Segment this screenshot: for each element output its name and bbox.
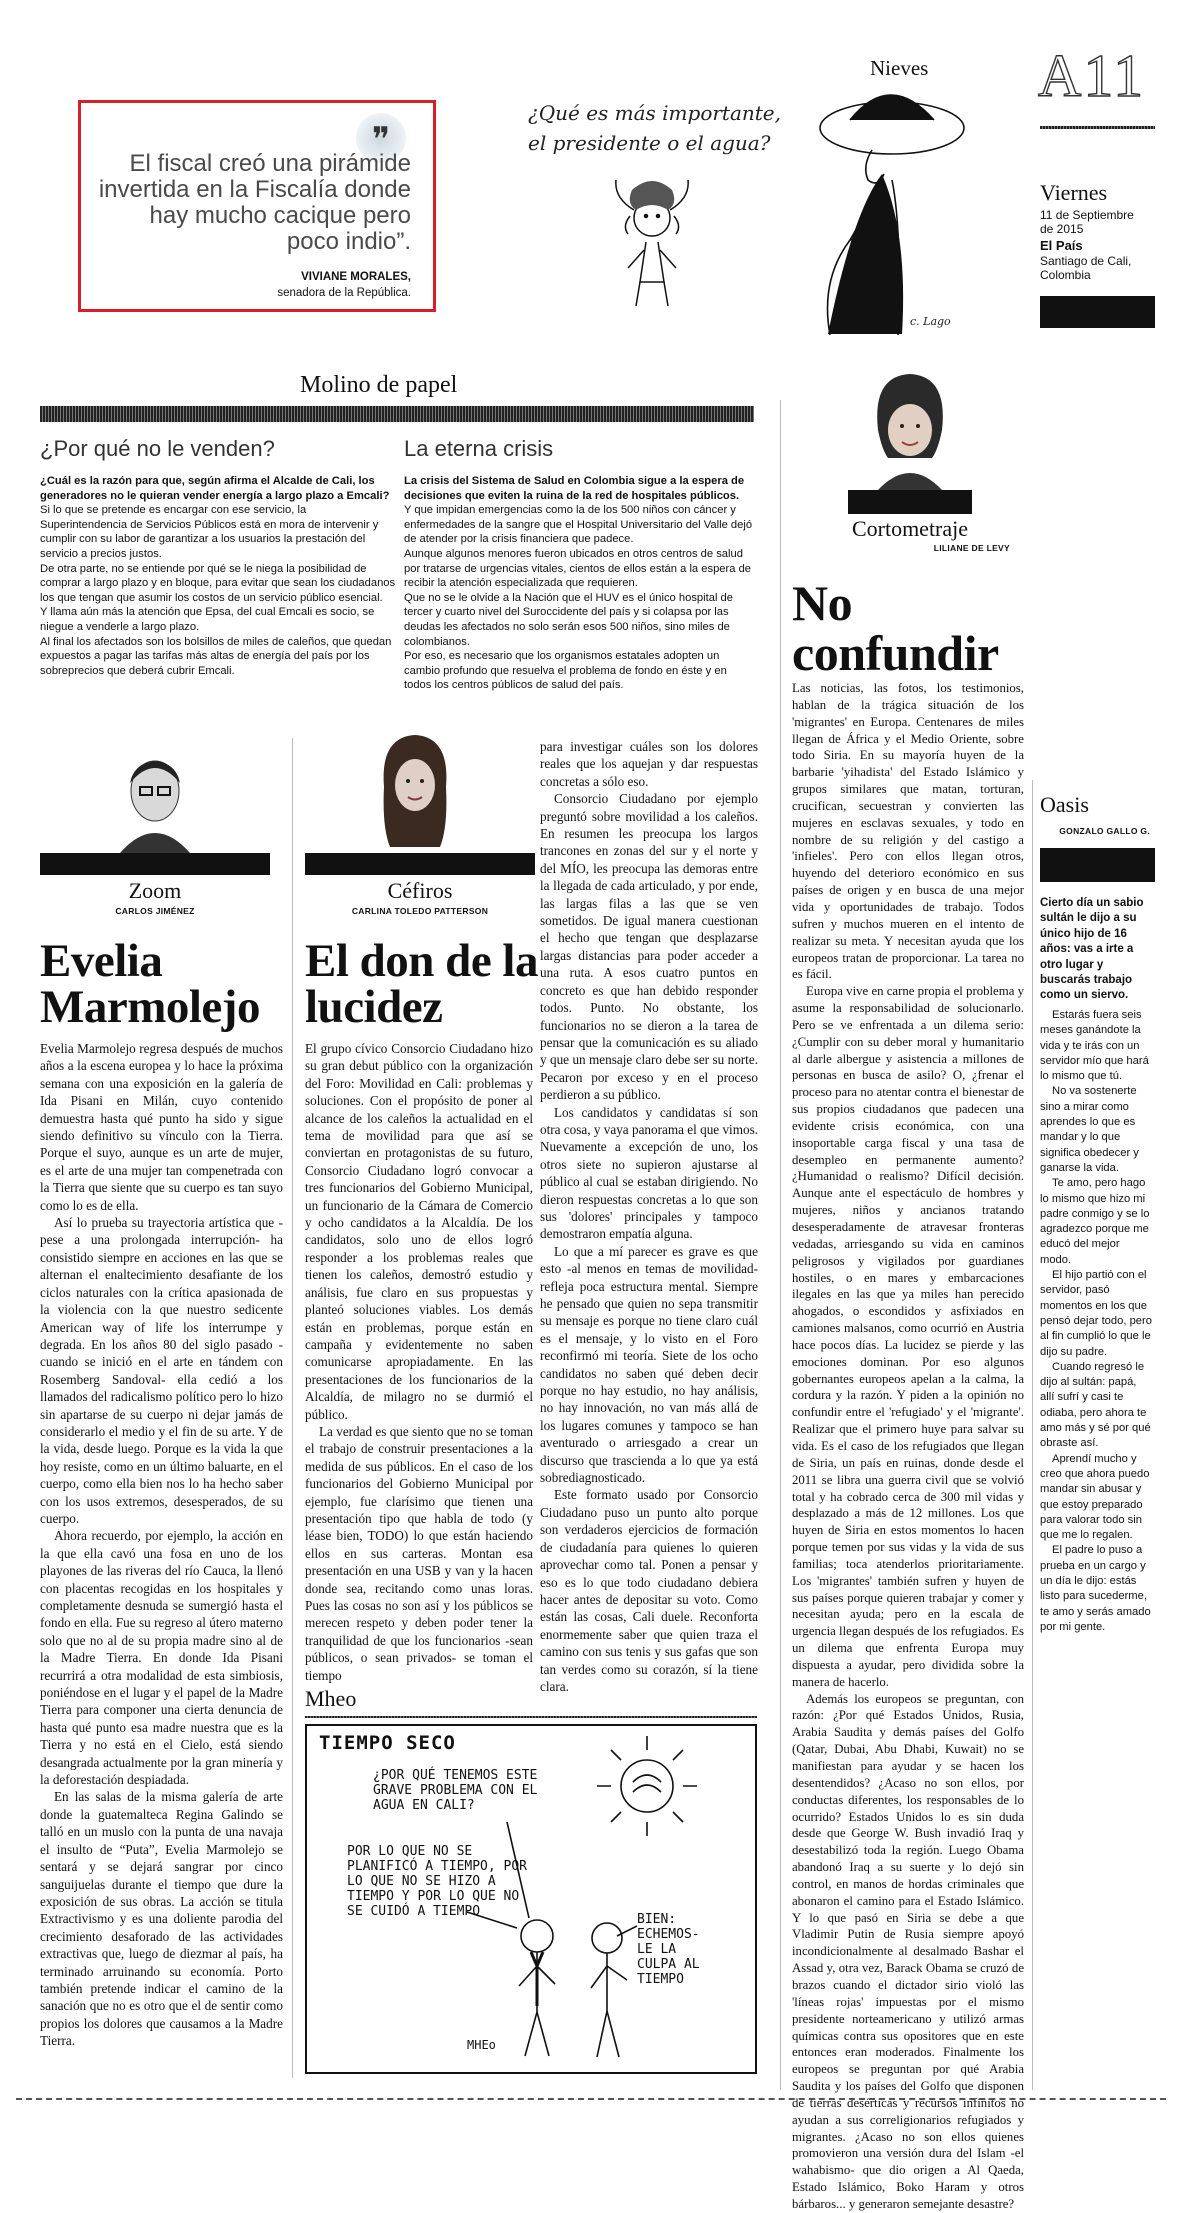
cefiros-p4: Consorcio Ciudadano por ejemplo preguntó sobre movilidad a los caleños. En resumen les preocupa los largos trancones en zonas del sur y el norte y del MÍO, les preocupa las demoras entre la llegada de cada articulado, y por ende, las largas filas a las que se ven sometidos. De igual manera cuestionan el hecho que tengan que desplazarse largas distancias para poder acceder a una ruta. A esos cuatro puntos en concreto es que han debido responder todos. Punto. No obstante, los funcionarios no se dieron a la tarea de pensar que la comunicación es su aliado y que un mensaje claro debe ser su norte. Pecaron por exceso y en el proceso perdieron a su público. xyxy=(540,791,758,1103)
quote-author: VIVIANE MORALES, xyxy=(301,271,411,283)
oasis-p1: Estarás fuera seis meses ganándote la vida y te irás con un servidor mío que hará lo mismo que tú. xyxy=(1040,1009,1149,1083)
molino-left-p3: Y llama aún más la atención que Epsa, del cual Emcali es socio, se niegue a venderle a largo plazo. xyxy=(40,606,375,633)
molino-left-p4: Al final los afectados son los bolsillos de miles de caleños, que quedan expuestos a pagar las tarifas más altas de energía del país por los sobreprecios que deberá cubrir Emcali. xyxy=(40,635,392,677)
divider-3 xyxy=(1032,780,1033,2090)
divider-1 xyxy=(292,738,293,2078)
oasis-p6: Aprendí mucho y creo que ahora puedo mandar sin abusar y que estoy preparado para valorar todo sin que me lo regalen. xyxy=(1040,1452,1150,1542)
molino-left-lead: ¿Cuál es la razón para que, según afirma el Alcalde de Cali, los generadores no le quieran vender energía a largo plazo a Emcali? xyxy=(40,475,390,502)
molino-right-p1: Y que impidan emergencias como la de los 500 niños con cáncer y enfermedades de la sangre que el Hospital Universitario del Valle dejó de atender por la crisis financiera que padece. xyxy=(404,504,753,546)
quote-text: El fiscal creó una pirámide invertida en la Fiscalía donde hay mucho cacique pero poco indio”. xyxy=(98,150,411,255)
mheo-title: Mheo xyxy=(305,1686,357,1711)
date: 11 de Septiembre de 2015 xyxy=(1040,208,1134,236)
quote-box xyxy=(78,100,436,312)
mheo-drawing xyxy=(307,1726,755,2072)
cefiros-p6: Lo que a mí parecer es grave es que esto -al menos en temas de movilidad- refleja poca estructura mental. Siempre he pensado que quien no sepa transmitir su mensaje es porque no tiene claro cuál es el mensaje, y lo visto en el Foro reconfirmó mi teoría. Siete de los ocho candidatos no saben qué deben decir porque no hay estudio, no hay análisis, no hay innovación, no van más allá de los lugares comunes y tampoco se han aventurado o arriesgado a crear un discurso que trascienda a lo que ya está sobrediagnosticado. xyxy=(540,1243,758,1486)
cefiros-author: CARLINA TOLEDO PATTERSON xyxy=(351,906,489,916)
cortometraje-author-photo xyxy=(860,370,960,490)
oasis-author: GONZALO GALLO G. xyxy=(1059,826,1150,836)
molino-right-body xyxy=(404,474,756,693)
quote-mark-icon: ❞ xyxy=(356,113,406,163)
zoom-headline: Evelia Marmolejo xyxy=(40,935,260,1033)
cefiros-author-photo xyxy=(362,727,468,853)
mheo-bubble-blame: BIEN: ECHEMOS- LE LA CULPA AL TIEMPO xyxy=(637,1912,700,1987)
zoom-column-name: Zoom xyxy=(128,878,182,903)
cortometraje-author: LILIANE DE LEVY xyxy=(933,543,1010,553)
cefiros-photo-bar xyxy=(305,853,535,875)
mheo-cartoon-title: TIEMPO SECO xyxy=(319,1732,456,1754)
cefiros-headline: El don de la lucidez xyxy=(305,935,538,1033)
zoom-author: CARLOS JIMÉNEZ xyxy=(115,906,195,916)
city: Santiago de Cali, Colombia xyxy=(1040,254,1132,282)
cefiros-p7: Este formato usado por Consorcio Ciudadano puso un punto alto porque son verdaderos ejercicios de formación de ciudadanía para quienes lo quieren aprovechar como tal. Ponen a pensar y eso es lo que todo ciudadano debiera hacer antes de depositar su voto. Como están las cosas, Cali duele. Reconforta enormemente saber que quien traza el camino con sus tenis y sus gafas que son tan verdes como su corazón, sí la tiene clara. xyxy=(540,1487,758,1694)
molino-title: Molino de papel xyxy=(300,372,458,398)
molino-right-p2: Aunque algunos menores fueron ubicados en otros centros de salud por tratarse de urgencias vitales, cientos de ellos están a la espera de recibir la atención especializada que requieren. xyxy=(404,547,752,590)
molino-right-p3: Que no se le olvide a la Nación que el HUV es el único hospital de tercer y cuarto nivel del Suroccidente del país y si colapsa por las deudas les afectados no solo serán esos 500 niños, sino miles de colombianos. xyxy=(404,591,733,648)
oasis-p7: El padre lo puso a prueba en un cargo y un día le dijo: estás listo para sucederme, te amo y serás amado por mi gente. xyxy=(1040,1544,1151,1633)
cefiros-column-name: Céfiros xyxy=(387,878,453,903)
cortometraje-body xyxy=(792,680,1024,2213)
molino-left-p2: De otra parte, no se entiende por qué se le niega la posibilidad de comprar a largo plazo y en bloque, para evitar que sean los ciudadanos los que tengan que asumir los costos de un servicio público esencial. xyxy=(40,562,396,604)
cartoon-signature: c. Lago xyxy=(910,315,951,328)
oasis-column-name: Oasis xyxy=(1040,792,1089,817)
oasis-body xyxy=(1040,1008,1152,1635)
molino-bar xyxy=(40,406,754,422)
cartoon-drawing xyxy=(520,70,980,335)
masthead-rule xyxy=(1040,126,1155,129)
molino-right-heading: La eterna crisis xyxy=(404,436,554,461)
molino-left-heading: ¿Por qué no le venden? xyxy=(40,436,275,461)
quote-role: senadora de la República. xyxy=(277,287,411,299)
cefiros-p5: Los candidatos y candidatas sí son otra cosa, y vaya panorama el que vimos. Nuevamente a excepción de uno, los otros siete no supieron ajustarse al público al cual se estaban dirigiendo. No dieron respuestas concretas a lo que son sus 'dolores' principales y tampoco demostraron empatía alguna. xyxy=(540,1104,758,1242)
mheo-cartoon xyxy=(305,1724,757,2074)
cortometraje-column-name: Cortometraje xyxy=(851,516,969,541)
cefiros-p2: La verdad es que siento que no se toman el trabajo de construir presentaciones a la medida de sus públicos. En el caso de los funcionarios del Gobierno Municipal por ejemplo, fue clarísimo que tienen una presentación tipo que habla de todo (y léase bien, TODO) lo que están haciendo ellos en sus carteras. Montan esa presentación en una USB y van y la hacen donde sea, recitando como unas loras. Pues las cosas no son así y los públicos se merecen respeto y deben poder tener la tranquilidad de que los funcionarios -sean públicos, o sean privados- se toman el tiempo xyxy=(305,1423,533,1683)
oasis-p2: No va sostenerte sino a mirar como aprendes lo que es mandar y lo que significa obedecer y ganarse la vida. xyxy=(1040,1085,1139,1174)
paper-name: El País xyxy=(1040,238,1083,253)
mheo-signature: MHEo xyxy=(467,2038,496,2052)
molino-right-p4: Por eso, es necesario que los organismos estatales adopten un cambio profundo que resuelva el problema de fondo en éste y en todos los centros públicos de salud del país. xyxy=(404,650,727,692)
oasis-black-block xyxy=(1040,848,1155,882)
oasis-p3: Te amo, pero hago lo mismo que hizo mi padre conmigo y se lo agradezco porque me educó del mejor modo. xyxy=(1040,1177,1150,1266)
divider-2 xyxy=(780,400,781,2090)
oasis-p4: El hijo partió con el servidor, pasó momentos en los que pensó dejar todo, pero al fin cumplió lo que le dijo su padre. xyxy=(1040,1269,1152,1358)
cefiros-p1: El grupo cívico Consorcio Ciudadano hizo su gran debut público con la organización del Foro: Movilidad en Cali: problemas y soluciones. Con el propósito de poner al alcance de los caleños la actualidad en el tema de movilidad para que así se conviertan en protagonistas de su futuro, Consorcio Ciudadano logró convocar a tres funcionarios del Gobierno Municipal, un funcionario de la Cámara de Comercio y ocho candidatos a la Alcaldía. De los candidatos, solo uno de ellos logró responder a los problemas reales que tienen los caleños, demostró estudio y análisis, fue claro en sus propuestas y planteó soluciones viables. Los demás están en problemas, porque están en campaña y evidentemente no saben comunicarse apropiadamente. En las presentaciones de los funcionarios de la Alcaldía, de milagro no se durmió el público. xyxy=(305,1041,533,1422)
mheo-bubble-question: ¿POR QUÉ TENEMOS ESTE GRAVE PROBLEMA CON EL AGUA EN CALI? xyxy=(373,1768,538,1813)
cortometraje-p1: Las noticias, las fotos, los testimonios, hablan de la trágica situación de los 'migrantes' en Europa. Centenares de miles llegan de África y el Medio Oriente, sobre todo Siria. En su mayoría huyen de la barbarie 'yihadista' del Estado Islámico y grupos similares que matan, torturan, crucifican, secuestran y convierten las mujeres en esclavas sexuales, y todo en nombre de su religión y del castigo a 'infieles'. Pero con ellos llegan otros, huyendo del deterioro económico en sus países de origen y en busca de una mejor vida y oportunidades de trabajo. Todos sufren y muchos mueren en el intento de realizar su meta. Y necesitan ayuda que los europeos tratan de proporcionar. La tarea no es fácil. xyxy=(792,681,1024,982)
zoom-photo-bar xyxy=(40,853,270,875)
oasis-p5: Cuando regresó le dijo al sultán: papá, allí sufrí y casi te odiaba, pero ahora te amo más y sé por qué obraste así. xyxy=(1040,1360,1151,1450)
zoom-p2: Así lo prueba su trayectoria artística que -pese a una prolongada interrupción- ha consistido siempre en acciones en las que se alternan el enaltecimiento desafiante de los ciclos naturales con la crítica apasionada de la violencia con la que nuestro sedicente American way of life los interrumpe y degrada. En los años 80 del siglo pasado -cuando se inició en el arte en tándem con Rosemberg Sandoval- ella cedió a los llamados del radicalismo político pero lo hizo sin apartarse de su cuerpo ni dejar jamás de considerarlo el medio y el fin de su arte. Y de la vida, desde luego. Porque es la vida la que hoy resiste, como en un último baluarte, en el cuerpo, como ella bien nos lo ha hecho saber con los usos extremos, desesperados, de su cuerpo. xyxy=(40,1215,283,1526)
molino-left-body xyxy=(40,474,396,678)
cortometraje-headline: No confundir xyxy=(792,575,999,681)
molino-right-lead: La crisis del Sistema de Salud en Colombia sigue a la espera de decisiones que eviten la ruina de la red de hospitales públicos. xyxy=(404,475,745,502)
zoom-p3: Ahora recuerdo, por ejemplo, la acción en la que ella cavó una fosa en uno de los playones de las riveras del río Cauca, la llenó con placentas recogidas en los hospitales y completamente desnuda se sumergió hasta el fondo en ella. Fue su regreso al útero materno solo que no al de su propia madre sino al de la Madre Tierra. En donde Ida Pisani recurrirá a otra modalidad de esta simbiosis, poniéndose en el lugar y el papel de la Madre Tierra para componer una cierta denuncia de hasta qué punto esa madre nuestra que es la Tierra y no está en el Cielo, está siendo desangrada actualmente por la gran minería y la deforestación despiadada. xyxy=(40,1528,283,1788)
cefiros-body-b xyxy=(540,738,758,1695)
zoom-body xyxy=(40,1040,283,2050)
mheo-rule xyxy=(305,1716,757,1718)
zoom-author-photo xyxy=(100,745,210,853)
masthead-black-block xyxy=(1040,296,1155,328)
section-name: Nieves xyxy=(870,56,929,80)
weekday: Viernes xyxy=(1040,180,1108,205)
page-number: A11 xyxy=(1038,43,1146,109)
cortometraje-p2: Europa vive en carne propia el problema y asume la responsabilidad de solucionarlo. Pero se ve enfrentada a un dilema serio: ¿Cumplir con su deber moral y humanitario al darle albergue y asistencia a millones de personas en busca de asilo? O, ¿frenar el proceso para no atentar contra el bienestar de sus propios ciudadanos que padecen una evidente crisis económica, con una insoportable carga fiscal y una tasa de desempleo en permanente aumento? ¿Humanidad o realismo? Difícil decisión. Aunque ante el espectáculo de hombres y mujeres, niños y ancianos tratando desesperadamente de atravesar fronteras vedadas, arriesgando su vida en caminos peligrosos y vigilados por guardianes hostiles, o en mares y embarcaciones ilegales en las que ya miles han perecido ahogados, o escondidos y asfixiados en camiones malsanos, como ocurrió en Austria hace pocos días. La lucidez se pierde y las emociones dominan. Por eso algunos gobernantes europeos apelan a la calma, la cordura y la razón. Y piden a la opinión no confundir entre el 'refugiado' y el 'migrante'. Realizar que el primero huye para salvar su vida. Es el caso de los refugiados que llegan de Siria, un país en ruinas, donde desde el 2011 se libra una guerra civil que se volvió total y ha cobrado cerca de 300 mil vidas y desplazado a más de 12 millones. Los que huyen de Siria en estos momentos lo hacen porque temen por sus vidas y la vida de sus familias; toca atenderlos prioritariamente. Los 'migrantes' también sufren y huyen de sus países porque quieren trabajar y comer y necesitan ayuda; pero en la escala de urgencia llegan después de los refugiados. Es un dilema que enfrenta Europa muy dispuesta a ayudar, pero dividida sobre la manera de hacerlo. xyxy=(792,984,1024,1689)
cefiros-p3: para investigar cuáles son los dolores reales que los aquejan y dar respuestas concretas a sólo eso. xyxy=(540,739,758,789)
oasis-lead: Cierto día un sabio sultán le dijo a su único hijo de 16 años: vas a irte a otro lugar y buscarás trabajo como un siervo. xyxy=(1040,897,1144,1002)
cefiros-body-a xyxy=(305,1040,533,1684)
cortometraje-p3: Además los europeos se preguntan, con razón: ¿Por qué Estados Unidos, Rusia, Arabia Saudita y demás países del Golfo (Qatar, Dubai, Abu Dhabi, Kuwait) no se manifiestan para ayudar y se hacen los desentendidos? ¿Acaso no son ellos, por conductas diferentes, los responsables de lo ocurrido? Estados Unidos lo es sin duda desde que George W. Bush invadió Iraq y desestabilizó toda la región. Luego Obama abandonó Iraq a su suerte y lo dejó sin control, en manos de hordas criminales que abonaron el camino para el Estado Islámico. Y lo que pasó en Siria se debe a que Vladimir Putin de Rusia siempre apoyó incondicionalmente al desalmado Bashar el Assad y, otra vez, Barack Obama se cruzó de brazos cuando el dictador sirio violó las 'líneas rojas' impuestas por el mismo presidente norteamericano y utilizó armas químicas contra sus opositores que en este entonces eran moderados. Finalmente los europeos se preguntan por qué Arabia Saudita y los países del Golfo que disponen de tierras desérticas y recursos infinitos no ayudan a sus correligionarios refugiados y migrantes. ¿Acaso no son ellos quienes promovieron una versión dura del Islam -el wahabismo- que dio origen a Al Qaeda, Estado Islámico, Boko Haram y otros bárbaros... y generaron semejante desastre? xyxy=(792,1691,1024,2211)
zoom-p4: En las salas de la misma galería de arte donde la guatemalteca Regina Galindo se talló en un muslo con la punta de una navaja el insulto de “Puta”, Evelia Marmolejo se sentará y se dejará sangrar por cinco sanguijuelas durante el tiempo que dure la exposición de sus obras. La acción se titula Extractivismo y es una doliente parodia del crecimiento desaforado de las actividades extractivas que, luego de diezmar al país, ha terminado arruinando su economía. Porto también pretende indicar el camino de la sanación que no es otro que el de sentir como propios los dolores que causamos a la Madre Tierra. xyxy=(40,1789,283,2049)
cartoon-caption: ¿Qué es más importante, el presidente o el agua? xyxy=(528,101,781,155)
top-cartoon xyxy=(520,70,980,335)
cortometraje-photo-bar xyxy=(848,490,972,514)
page-bottom-border xyxy=(16,2098,1166,2100)
zoom-p1: Evelia Marmolejo regresa después de muchos años a la escena europea y lo hace la próxima semana con una exposición en la galería de Ida Pisani en Milán, cuyo contenido demuestra hasta qué punto ha sido y sigue siendo definitivo su vínculo con la Tierra. Porque el suyo, aunque es un arte de mujer, es el arte de una mujer tan compenetrada con la Tierra que siente que su cuerpo es tan suyo como lo es de ella. xyxy=(40,1041,283,1213)
molino-left-p1: Si lo que se pretende es encargar con ese servicio, la Superintendencia de Servicios Públicos está en mora de intervenir y cumplir con su labor de garantizar a los usuarios la prestación del servicio a precios justos. xyxy=(40,504,379,560)
mheo-bubble-answer: POR LO QUE NO SE PLANIFICÓ A TIEMPO, POR LO QUE NO SE HIZO A TIEMPO Y POR LO QUE NO SE CUIDÓ A TIEMPO xyxy=(347,1844,528,1919)
